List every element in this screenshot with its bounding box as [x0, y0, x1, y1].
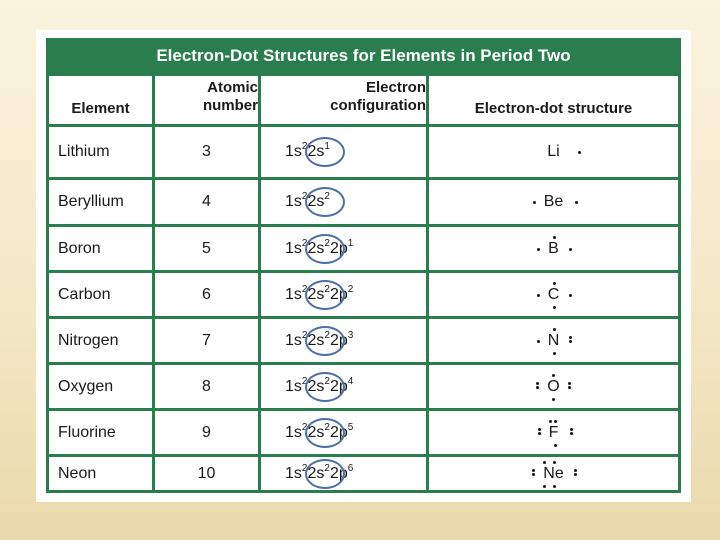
valence-circle-icon — [305, 372, 345, 402]
cell-element-name: Carbon — [49, 273, 152, 316]
element-symbol: Ne — [543, 464, 564, 482]
cell-configuration — [261, 273, 426, 316]
valence-electron-dot — [553, 236, 556, 239]
cell-dot-structure — [429, 127, 678, 177]
element-symbol: Be — [543, 193, 564, 210]
cell-element-name: Oxygen — [49, 365, 152, 408]
valence-electron-dot — [553, 328, 556, 331]
cell-configuration — [261, 411, 426, 454]
header-config-line1: Electron — [365, 79, 426, 96]
valence-circle-icon — [305, 280, 345, 310]
lewis-dot-structure — [548, 332, 560, 350]
cell-atomic-number: 10 — [155, 457, 258, 490]
valence-electron-dot — [553, 352, 556, 355]
header-element-label: Element — [71, 100, 130, 117]
valence-electron-dot — [575, 201, 578, 204]
configuration-text: $1s^22s^22p^2$ — [285, 286, 353, 304]
header-dot-structure — [429, 76, 678, 124]
cell-element-name: Boron — [49, 227, 152, 270]
cell-element-name: Beryllium — [49, 180, 152, 224]
configuration-text: $1s^22s^22p^5$ — [285, 424, 353, 442]
cell-configuration — [261, 319, 426, 362]
valence-electron-dot — [532, 469, 535, 472]
header-dot-label: Electron-dot structure — [474, 100, 633, 117]
cell-dot-structure — [429, 457, 678, 490]
valence-circle-icon — [305, 418, 345, 448]
valence-circle-icon — [305, 234, 345, 264]
lewis-dot-structure — [548, 240, 559, 258]
configuration-text: $1s^22s^22p^6$ — [285, 465, 353, 483]
valence-electron-dot — [553, 461, 556, 464]
valence-circle-icon — [305, 137, 345, 167]
valence-electron-dot — [537, 294, 540, 297]
header-config-line2: configuration — [330, 97, 426, 114]
valence-electron-dot — [537, 248, 540, 251]
lewis-dot-structure — [543, 465, 563, 483]
element-symbol: C — [547, 285, 560, 303]
valence-electron-dot — [568, 382, 571, 385]
element-symbol: B — [548, 239, 559, 257]
valence-electron-dot — [578, 151, 581, 154]
valence-electron-dot — [552, 398, 555, 401]
cell-element-name: Neon — [49, 457, 152, 490]
lewis-dot-structure — [547, 378, 559, 396]
cell-atomic-number: 4 — [155, 180, 258, 224]
element-symbol: N — [547, 331, 560, 349]
valence-electron-dot — [569, 340, 572, 343]
valence-electron-dot — [554, 444, 557, 447]
cell-configuration — [261, 180, 426, 224]
table-frame — [46, 38, 681, 493]
cell-dot-structure — [429, 365, 678, 408]
element-symbol: O — [547, 377, 560, 395]
lewis-dot-structure — [548, 286, 560, 304]
valence-electron-dot — [574, 473, 577, 476]
cell-atomic-number: 6 — [155, 273, 258, 316]
cell-atomic-number: 9 — [155, 411, 258, 454]
valence-electron-dot — [552, 374, 555, 377]
valence-circle-icon — [305, 459, 345, 489]
valence-electron-dot — [570, 428, 573, 431]
table-title: Electron-Dot Structures for Elements in Period Two — [46, 38, 681, 74]
cell-atomic-number: 7 — [155, 319, 258, 362]
valence-electron-dot — [553, 485, 556, 488]
configuration-text: $1s^22s^22p^4$ — [285, 378, 353, 396]
valence-electron-dot — [537, 340, 540, 343]
element-symbol: F — [548, 423, 559, 441]
valence-electron-dot — [549, 420, 552, 423]
cell-atomic-number: 8 — [155, 365, 258, 408]
cell-atomic-number: 5 — [155, 227, 258, 270]
valence-electron-dot — [532, 473, 535, 476]
valence-electron-dot — [538, 428, 541, 431]
cell-dot-structure — [429, 180, 678, 224]
cell-element-name: Nitrogen — [49, 319, 152, 362]
valence-electron-dot — [569, 294, 572, 297]
valence-electron-dot — [533, 201, 536, 204]
cell-dot-structure — [429, 411, 678, 454]
cell-dot-structure — [429, 227, 678, 270]
valence-electron-dot — [569, 248, 572, 251]
cell-element-name: Fluorine — [49, 411, 152, 454]
valence-electron-dot — [553, 282, 556, 285]
header-atomic-number — [155, 76, 258, 124]
configuration-text: $1s^22s^2$ — [285, 193, 330, 211]
lewis-dot-structure — [544, 193, 564, 211]
valence-electron-dot — [553, 306, 556, 309]
cell-configuration — [261, 365, 426, 408]
valence-electron-dot — [543, 461, 546, 464]
table-figure — [36, 30, 691, 502]
valence-circle-icon — [305, 326, 345, 356]
valence-electron-dot — [554, 420, 557, 423]
header-element — [49, 76, 152, 124]
lewis-dot-structure — [549, 424, 559, 442]
valence-electron-dot — [538, 432, 541, 435]
valence-electron-dot — [568, 386, 571, 389]
cell-dot-structure — [429, 273, 678, 316]
header-atomic-line1: Atomic — [207, 79, 258, 96]
valence-electron-dot — [570, 432, 573, 435]
valence-electron-dot — [569, 336, 572, 339]
valence-electron-dot — [536, 386, 539, 389]
valence-electron-dot — [574, 469, 577, 472]
cell-configuration — [261, 227, 426, 270]
header-atomic-line2: number — [202, 97, 258, 114]
configuration-text: $1s^22s^22p^1$ — [285, 240, 353, 258]
cell-element-name: Lithium — [49, 127, 152, 177]
configuration-text: $1s^22s^1$ — [285, 143, 330, 161]
configuration-text: $1s^22s^22p^3$ — [285, 332, 353, 350]
valence-circle-icon — [305, 187, 345, 217]
cell-dot-structure — [429, 319, 678, 362]
header-configuration — [261, 76, 426, 124]
valence-electron-dot — [536, 382, 539, 385]
cell-configuration — [261, 127, 426, 177]
cell-configuration — [261, 457, 426, 490]
element-symbol: Li — [547, 143, 560, 160]
valence-electron-dot — [543, 485, 546, 488]
cell-atomic-number: 3 — [155, 127, 258, 177]
lewis-dot-structure — [547, 143, 559, 161]
